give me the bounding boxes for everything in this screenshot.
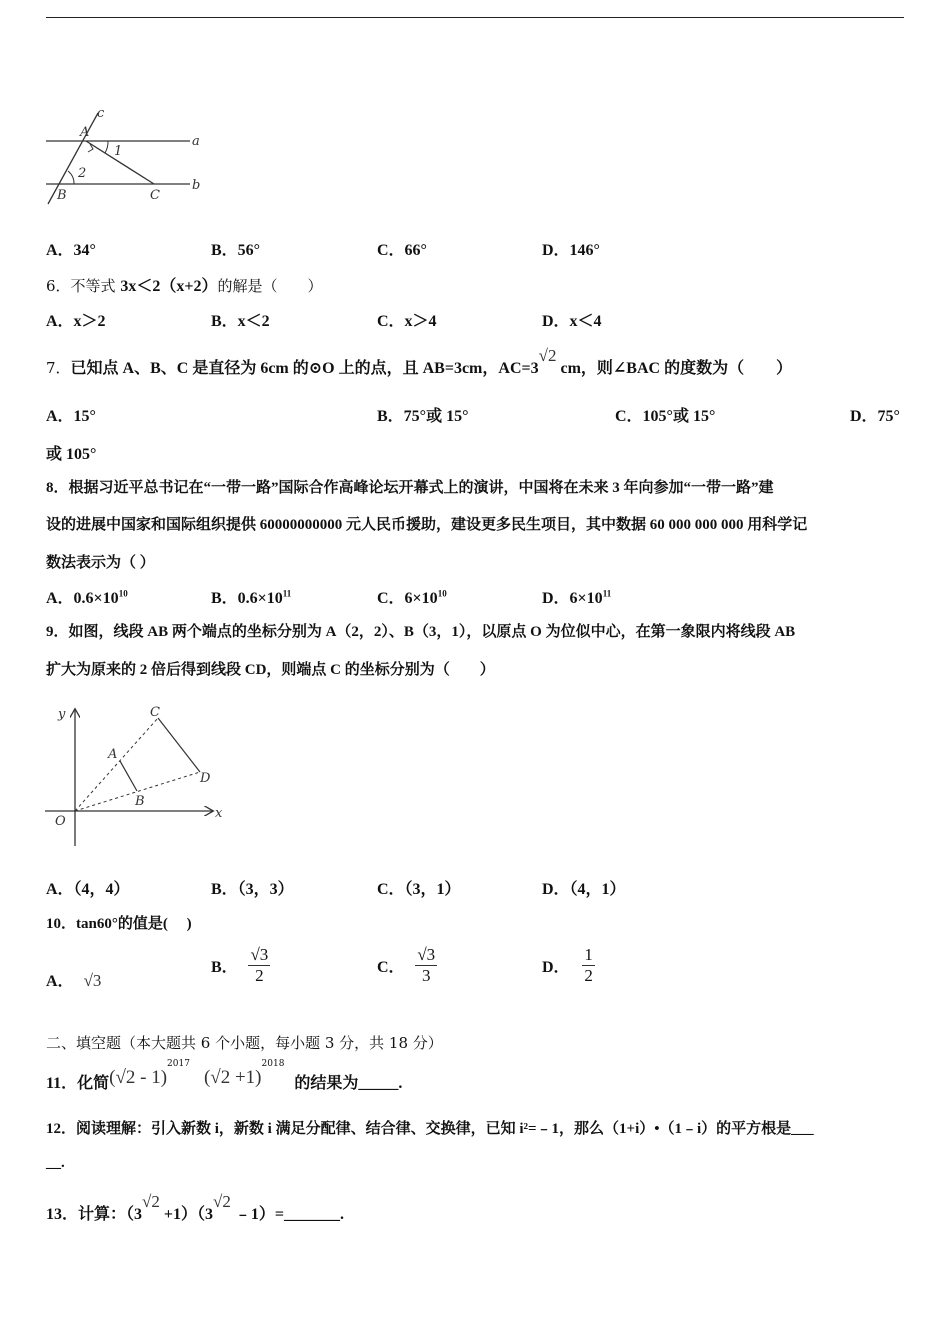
label-B: B [135, 794, 145, 809]
q10-option-b-label: B． [211, 959, 238, 976]
label-B: B [57, 188, 67, 203]
q5-option-c[interactable]: C．66° [377, 242, 427, 259]
label-y: y [58, 707, 66, 722]
q7-option-d[interactable]: D．75° [850, 408, 900, 425]
coordinate-figure [40, 700, 240, 850]
q7-option-d-continued: 或 105° [46, 446, 97, 463]
q8-option-c-base: C．6×10 [377, 590, 438, 607]
q6-option-a[interactable]: A．x＞2 [46, 313, 106, 330]
q6-option-c[interactable]: C．x＞4 [377, 313, 437, 330]
label-C: C [150, 188, 160, 203]
label-A: A [80, 125, 90, 140]
q10-option-c[interactable] [377, 945, 437, 986]
q7-stem [46, 346, 793, 378]
label-1: 1 [114, 144, 123, 159]
q9-option-b[interactable]: B．（3，3） [211, 881, 294, 898]
q5-option-b[interactable]: B．56° [211, 242, 261, 259]
q8-option-a-base: A．0.6×10 [46, 590, 119, 607]
q9-line-2: 扩大为原来的 2 倍后得到线段 CD，则端点 C 的坐标分别为（ ） [46, 662, 495, 678]
parallel-lines-figure [40, 105, 220, 210]
q11-suffix: 的结果为_____. [294, 1075, 403, 1092]
q13-middle: +1）（3 [159, 1206, 213, 1223]
q7-option-c[interactable]: C．105°或 15° [615, 408, 716, 425]
label-c: c [97, 106, 105, 121]
q8-option-b[interactable] [211, 585, 291, 608]
q6-text-post: 的解是（ ） [217, 277, 323, 295]
label-D: D [200, 771, 211, 786]
q8-option-b-base: B．0.6×10 [211, 590, 283, 607]
q13-sqrt-1: √2 [142, 1192, 160, 1211]
q5-option-d[interactable]: D．146° [542, 242, 600, 259]
q7-text-pre: 已知点 A、B、C 是直径为 6cm 的⊙O 上的点，且 AB=3cm，AC=3 [70, 360, 539, 377]
q6-expression: 3x＜2（x+2） [120, 278, 218, 295]
q10-option-b-fraction [248, 945, 270, 986]
q13-stem [46, 1192, 344, 1224]
q8-option-d-base: D．6×10 [542, 590, 603, 607]
q7-option-a[interactable]: A．15° [46, 408, 96, 425]
q11-stem [46, 1060, 402, 1094]
q6-number: 6． [46, 277, 71, 295]
q7-text-post: cm，则∠BAC 的度数为（ ） [556, 360, 793, 377]
q7-option-b[interactable]: B．75°或 15° [377, 408, 469, 425]
q10-option-c-denominator: 3 [422, 966, 431, 985]
q9-option-a[interactable]: A．（4，4） [46, 881, 130, 898]
q8-option-c-exp: 10 [437, 588, 447, 599]
q9-line-1: 9．如图，线段 AB 两个端点的坐标分别为 A（2，2）、B（3，1），以原点 O 为位似中心，在第一象限内将线段 AB [46, 624, 796, 640]
q11-exp-2: 2018 [261, 1059, 285, 1069]
q8-option-d[interactable] [542, 585, 611, 608]
label-a: a [192, 134, 200, 149]
q10-stem: 10．tan60°的值是( ) [46, 916, 192, 932]
q8-line-3: 数法表示为（ ） [46, 555, 155, 571]
section-2-heading: 二、填空题（本大题共 6 个小题，每小题 3 分，共 18 分） [46, 1034, 443, 1052]
ray-oc [75, 718, 158, 811]
label-O: O [55, 814, 66, 829]
line-c [48, 113, 98, 204]
q10-option-a-label: A． [46, 973, 74, 990]
q10-option-d-denominator: 2 [584, 966, 593, 985]
q10-option-b-numerator: √3 [250, 945, 269, 964]
q10-option-d-label: D． [542, 959, 570, 976]
q11-prefix: 11．化简 [46, 1075, 110, 1092]
q8-option-a[interactable] [46, 585, 128, 608]
q8-line-1: 8．根据习近平总书记在“一带一路”国际合作高峰论坛开幕式上的演讲，中国将在未来 3 年向参加“一带一路”建 [46, 480, 774, 496]
q8-option-d-exp: 11 [602, 588, 612, 599]
angle-1-arc [105, 141, 108, 153]
q11-exp-1: 2017 [167, 1059, 190, 1069]
q9-option-c[interactable]: C．（3，1） [377, 881, 461, 898]
q11-base-2: (√2 +1) [203, 1067, 262, 1088]
q10-option-c-fraction [415, 945, 437, 986]
q5-option-a[interactable]: A．34° [46, 242, 96, 259]
q8-option-a-exp: 10 [118, 588, 128, 599]
q6-stem [46, 273, 322, 296]
q10-option-d[interactable] [542, 945, 595, 986]
q12-line-1: 12．阅读理解：引入新数 i，新数 i 满足分配律、结合律、交换律，已知 i²=﹣1，那么（1+i）•（1﹣i）的平方根是___ [46, 1121, 814, 1137]
q10-option-c-label: C． [377, 959, 405, 976]
q8-option-b-exp: 11 [282, 588, 292, 599]
q10-option-a-value: √3 [83, 971, 102, 990]
label-C: C [150, 705, 160, 720]
header-rule [46, 17, 904, 18]
q10-option-c-numerator: √3 [417, 945, 436, 964]
q10-option-b-denominator: 2 [255, 966, 264, 985]
q13-sqrt-2: √2 [212, 1192, 231, 1211]
segment-cd [158, 718, 200, 772]
q6-option-b[interactable]: B．x＜2 [211, 313, 270, 330]
q12-line-2: __. [46, 1155, 65, 1171]
q10-option-d-fraction [582, 945, 595, 986]
q8-line-2: 设的进展中国家和国际组织提供 60000000000 元人民币援助，建设更多民生项目，其中数据 60 000 000 000 用科学记 [46, 517, 808, 533]
label-x: x [215, 806, 223, 821]
angle-2-arc [68, 171, 74, 184]
q6-option-d[interactable]: D．x＜4 [542, 313, 602, 330]
q13-suffix: ﹣1）=_______. [230, 1206, 344, 1223]
segment-ab [120, 761, 137, 791]
q9-option-d[interactable]: D．（4，1） [542, 881, 626, 898]
q10-option-b[interactable] [211, 945, 270, 986]
q10-option-a[interactable] [46, 968, 101, 991]
q7-number: 7． [46, 359, 71, 377]
q6-text-pre: 不等式 [70, 277, 121, 295]
label-b: b [192, 178, 201, 193]
q13-prefix: 13．计算：（3 [46, 1206, 143, 1223]
q7-sqrt: √2 [538, 346, 557, 365]
label-A: A [108, 747, 118, 762]
q10-option-d-numerator: 1 [584, 945, 593, 964]
label-2: 2 [78, 166, 87, 181]
q8-option-c[interactable] [377, 585, 447, 608]
q11-base-1: (√2 - 1) [109, 1067, 168, 1088]
